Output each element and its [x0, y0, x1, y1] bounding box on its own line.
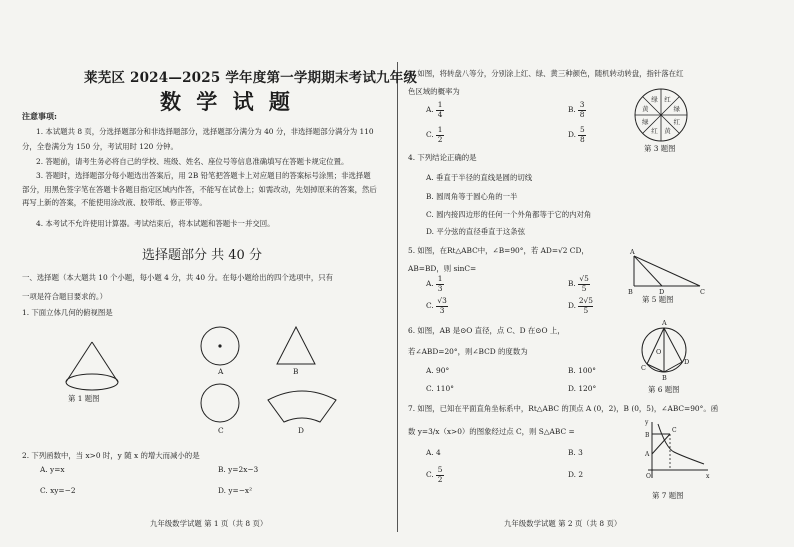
option-b-triangle	[276, 326, 316, 366]
section-heading: 选择题部分 共 40 分	[142, 248, 262, 263]
notice-3: 3. 答题时，选择题部分每小题选出答案后，用 2B 铅笔把答题卡上对应题目的答案标号涂黑；非选择题部分，用黑色签字笔在答题卡各题目指定区域内作答，不能写在试卷上；如需改动，先划掉原来的答案，然后再写上新的答案，不能使用涂改液、胶带纸、修正带等。	[22, 171, 377, 207]
q6-option-b: B. 100°	[568, 366, 596, 375]
spinner-wheel	[634, 88, 688, 142]
wheel-sector-label: 绿	[673, 104, 680, 113]
q6-label-b: B	[662, 374, 667, 382]
q3-option-b	[568, 101, 586, 119]
q3-option-b-fraction	[578, 101, 586, 119]
q7-option-d-value: 2	[578, 470, 584, 479]
den: 3	[437, 284, 443, 293]
cone-figure	[62, 340, 122, 400]
notice-2: 2. 答题前，请考生务必将自己的学校、班级、姓名、座位号等信息准确填写在答题卡规定位置。	[36, 157, 349, 166]
coordinate-figure-q7	[644, 418, 712, 488]
page-divider	[397, 62, 398, 532]
part1-instruction-line2: 一项是符合题目要求的。）	[22, 292, 107, 301]
question-3-line2: 色区域的概率为	[408, 87, 460, 96]
q7-option-c-label: C.	[426, 470, 434, 479]
notice-title: 注意事项:	[22, 111, 57, 121]
q1-label-c: C	[218, 426, 224, 435]
q3-option-b-label: B.	[568, 105, 576, 114]
q3-option-c-fraction	[436, 126, 444, 144]
num: 3	[579, 100, 585, 109]
q4-option-a: A. 垂直于半径的直线是圆的切线	[426, 173, 533, 182]
q7-caption: 第 7 题图	[652, 491, 684, 500]
q5-option-b-fraction	[578, 275, 590, 293]
num: 1	[437, 100, 443, 109]
q5-option-a	[426, 275, 444, 293]
q1-caption: 第 1 题图	[68, 394, 100, 403]
q4-option-b: B. 圆周角等于圆心角的一半	[426, 192, 518, 201]
question-4: 4. 下列结论正确的是	[408, 153, 477, 162]
q2-option-a: A. y=x	[40, 465, 65, 474]
left-footer: 九年级数学试题 第 1 页（共 8 页）	[150, 519, 268, 528]
question-2: 2. 下列函数中，当 x>0 时，y 随 x 的增大而减小的是	[22, 451, 200, 460]
num: √5	[579, 274, 589, 283]
wheel-sector-label: 绿	[642, 117, 649, 126]
q3-option-d	[568, 126, 586, 144]
den: 8	[580, 135, 585, 144]
q5-label-b: B	[628, 288, 633, 296]
q7-label-c: C	[672, 427, 677, 434]
wheel-sector-label: 黄	[664, 127, 671, 135]
den: 5	[583, 306, 589, 315]
q5-option-c	[426, 297, 448, 315]
exam-title: 莱芜区 2024—2025 学年度第一学期期末考试九年级	[84, 70, 418, 86]
q3-option-a-label: A.	[426, 105, 434, 114]
q7-label-b: B	[645, 432, 650, 439]
den: 2	[437, 475, 443, 484]
triangle-figure-q5	[628, 248, 708, 300]
q2-option-b: B. y=2x−3	[218, 465, 259, 474]
den: 8	[579, 110, 585, 119]
question-6-line2: 若∠ABD=20°，则∠BCD 的度数为	[408, 347, 528, 356]
q7-label-x: x	[706, 473, 710, 480]
q3-option-c-label: C.	[426, 130, 434, 139]
question-5-line2: AB=BD，则 sinC=	[408, 264, 477, 273]
q5-option-b	[568, 275, 590, 293]
option-a-circle-with-dot	[200, 326, 240, 366]
num: 5	[580, 125, 585, 134]
q7-label-o: O	[646, 473, 651, 480]
q5-label-d: D	[659, 288, 665, 296]
q1-label-b: B	[293, 367, 299, 376]
question-5-line1: 5. 如图，在Rt△ABC中，∠B=90°，若 AD=√2 CD，	[408, 246, 589, 255]
question-7-line1: 7. 如图，已知在平面直角坐标系中，Rt△ABC 的顶点 A (0，2)，B (0，5)，∠ABC=90°。函	[408, 404, 719, 413]
q7-option-a-value: 4	[436, 448, 441, 457]
q6-label-o: O	[656, 348, 662, 356]
q6-option-d: D. 120°	[568, 384, 597, 393]
q3-option-c	[426, 126, 444, 144]
q5-option-b-label: B.	[568, 279, 576, 288]
q5-label-c: C	[700, 288, 705, 296]
q1-label-a: A	[218, 367, 224, 376]
q3-option-d-fraction	[578, 126, 586, 144]
q7-option-b-value: 3	[578, 448, 583, 457]
q4-option-c: C. 圆内接四边形的任何一个外角都等于它的内对角	[426, 210, 592, 219]
q7-label-a: A	[645, 451, 650, 458]
option-c-circle	[200, 383, 240, 423]
q7-option-b-label: B.	[568, 448, 576, 457]
circle-figure-q6	[640, 316, 690, 384]
left-page	[22, 0, 418, 547]
q7-option-c	[426, 466, 444, 484]
right-page	[408, 0, 783, 547]
num: 1	[437, 274, 443, 283]
wheel-sector-label: 红	[664, 95, 671, 104]
q5-option-d-label: D.	[568, 301, 577, 310]
q2-option-c: C. xy=−2	[40, 486, 76, 495]
notice-1: 1. 本试题共 8 页，分选择题部分和非选择题部分，选择题部分满分为 40 分，非选择题部分满分为 110 分，全卷满分为 150 分，考试用时 120 分钟。	[22, 127, 374, 151]
q7-option-b	[568, 448, 583, 457]
q5-caption: 第 5 题图	[642, 295, 674, 304]
q4-option-d: D. 平分弦的直径垂直于这条弦	[426, 227, 526, 236]
wheel-sector-label: 红	[651, 127, 658, 135]
den: 3	[439, 306, 445, 315]
q5-label-a: A	[630, 248, 635, 256]
num: 1	[437, 125, 443, 134]
q6-caption: 第 6 题图	[648, 385, 680, 394]
q3-caption: 第 3 题图	[644, 144, 676, 153]
q7-option-a-label: A.	[426, 448, 434, 457]
den: 2	[437, 135, 443, 144]
den: 5	[581, 284, 587, 293]
subject-title: 数 学 试 题	[160, 89, 294, 114]
q3-option-a-fraction	[436, 101, 444, 119]
q6-option-a: A. 90°	[426, 366, 450, 375]
q5-option-a-fraction	[436, 275, 444, 293]
q3-option-a	[426, 101, 444, 119]
q7-option-c-fraction	[436, 466, 444, 484]
q5-option-a-label: A.	[426, 279, 434, 288]
num: 5	[437, 465, 443, 474]
num: 2√5	[578, 296, 593, 305]
q7-option-d	[568, 470, 583, 479]
question-3-line1: 3. 如图，将转盘八等分，分别涂上红、绿、黄三种颜色，随机转动转盘，指针落在红	[408, 69, 684, 78]
q7-option-d-label: D.	[568, 470, 577, 479]
q6-label-c: C	[641, 364, 646, 372]
q5-option-c-label: C.	[426, 301, 434, 310]
num: √3	[437, 296, 447, 305]
notice-4: 4. 本考试不允许使用计算器。考试结束后，将本试题和答题卡一并交回。	[36, 219, 275, 228]
q3-option-d-label: D.	[568, 130, 577, 139]
q5-option-d-fraction	[578, 297, 593, 315]
q6-label-a: A	[662, 319, 667, 327]
right-footer: 九年级数学试题 第 2 页（共 8 页）	[504, 519, 622, 528]
q5-option-c-fraction	[436, 297, 448, 315]
question-7-line2: 数 y=3/x（x>0）的图象经过点 C，则 S△ABC =	[408, 427, 575, 436]
part1-instruction-line1: 一、选择题（本大题共 10 个小题，每小题 4 分，共 40 分。在每小题给出的四个选项中，只有	[22, 273, 334, 282]
question-6-line1: 6. 如图，AB 是⊙O 直径，点 C、D 在⊙O 上，	[408, 326, 565, 335]
q7-label-y: y	[645, 419, 649, 426]
option-d-sector	[262, 386, 342, 426]
question-1: 1. 下面立体几何的俯视图是	[22, 308, 113, 317]
q5-option-d	[568, 297, 593, 315]
wheel-sector-label: 红	[673, 117, 680, 126]
den: 4	[437, 110, 443, 119]
wheel-sector-label: 黄	[642, 104, 649, 113]
wheel-sector-label: 绿	[651, 95, 658, 104]
q6-label-d: D	[684, 358, 690, 366]
q2-option-d: D. y=−x²	[218, 486, 253, 495]
q6-option-c: C. 110°	[426, 384, 454, 393]
q7-option-a	[426, 448, 441, 457]
q1-label-d: D	[298, 426, 304, 435]
